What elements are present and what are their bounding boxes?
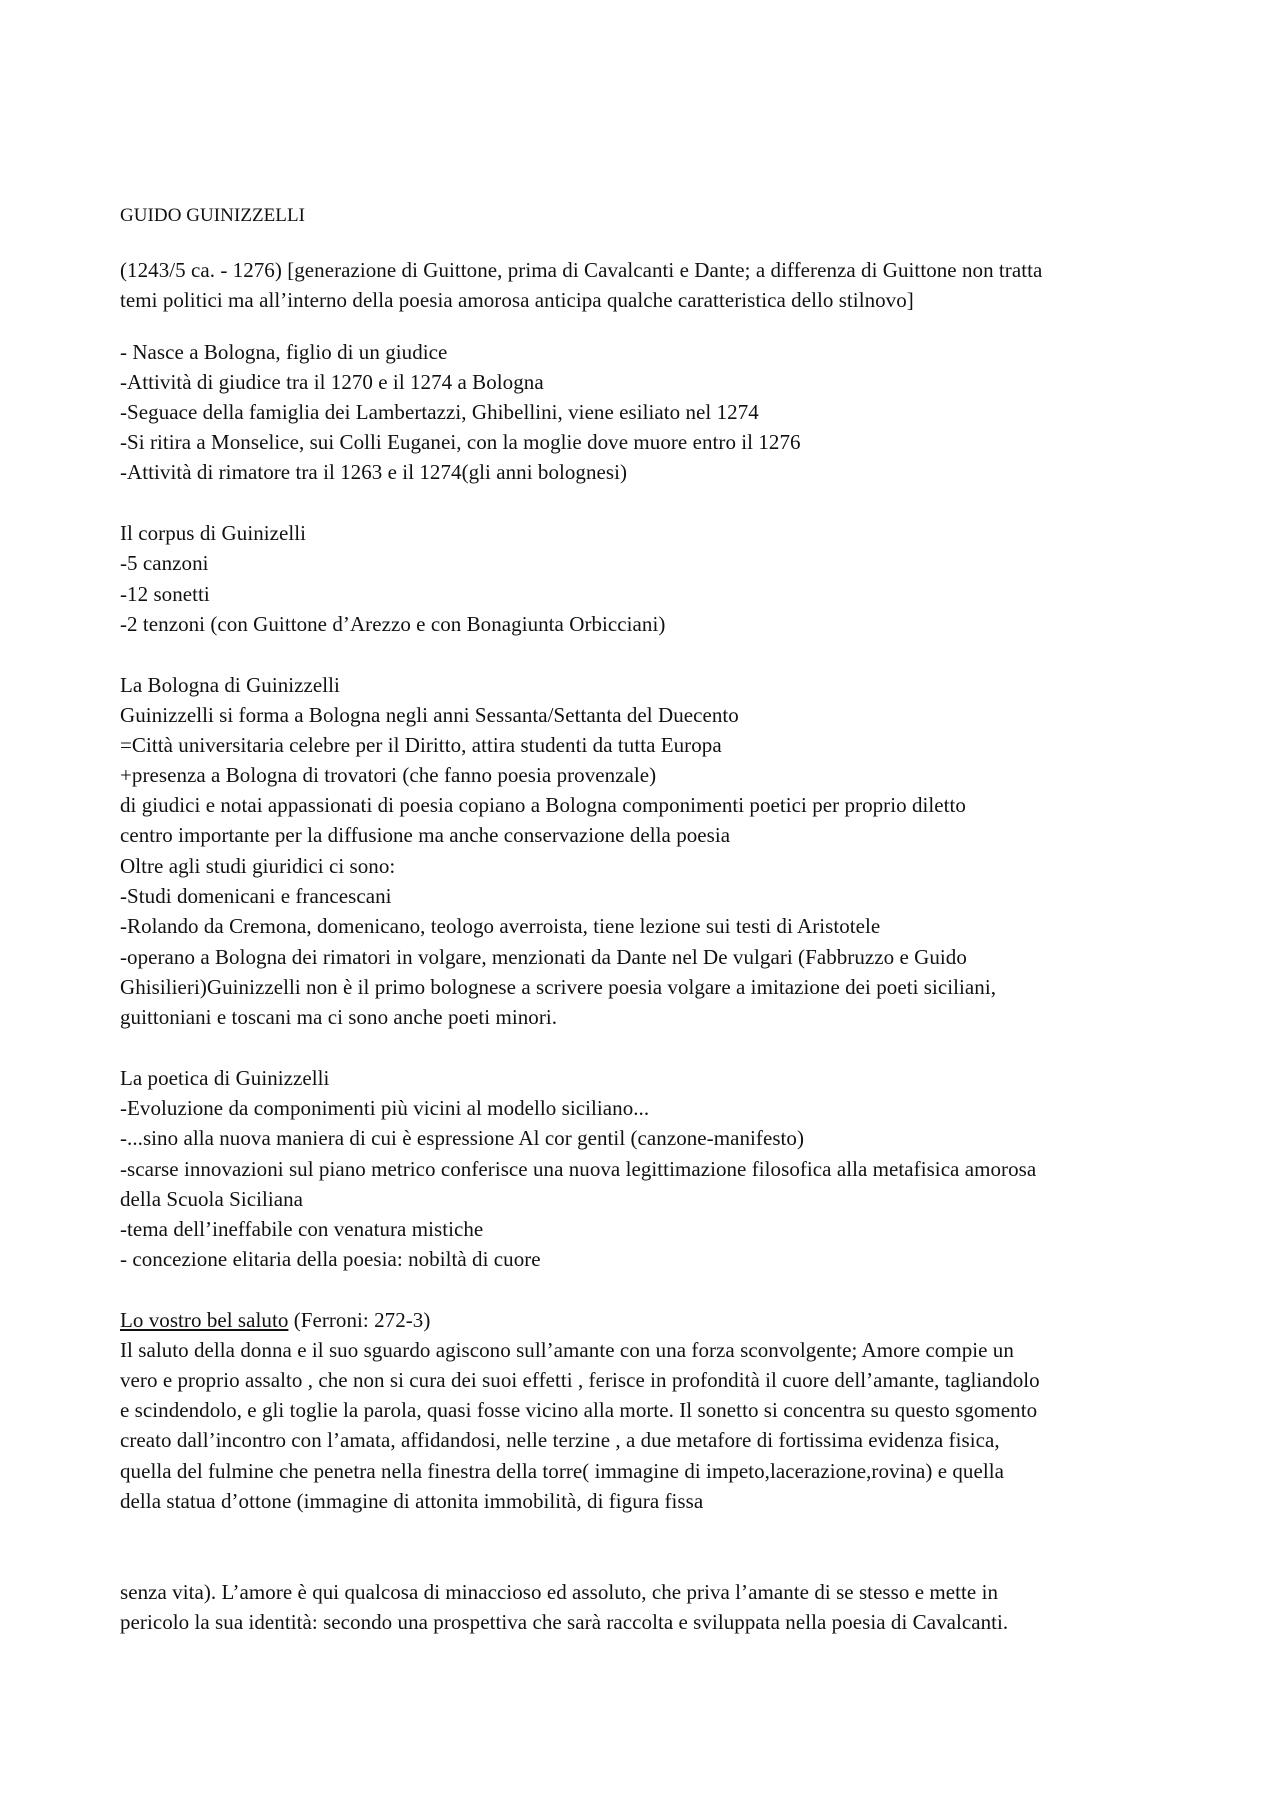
poetica-line: -Evoluzione da componimenti più vicini al modello siciliano... [120,1096,650,1120]
saluto-line: Il saluto della donna e il suo sguardo agiscono sull’amante con una forza sconvolgente; Amore compie un [120,1338,1014,1362]
poetica-line: -...sino alla nuova maniera di cui è espressione Al cor gentil (canzone-manifesto) [120,1126,805,1150]
corpus-item: -5 canzoni [120,551,209,575]
section-heading: La Bologna di Guinizzelli [120,673,340,697]
corpus-item: -12 sonetti [120,582,210,606]
poem-reference: (Ferroni: 272-3) [288,1308,431,1332]
saluto-line: creato dall’incontro con l’amata, affidandosi, nelle terzine , a due metafore di fortissima evidenza fisica, [120,1428,1000,1452]
intro-line: temi politici ma all’interno della poesia amorosa anticipa qualche caratteristica dello stilnovo] [120,288,914,312]
bio-item: -Attività di giudice tra il 1270 e il 1274 a Bologna [120,370,544,394]
saluto-line: e scindendolo, e gli toglie la parola, quasi fosse vicino alla morte. Il sonetto si concentra su questo sgomento [120,1398,1038,1422]
corpus-item: -2 tenzoni (con Guittone d’Arezzo e con Bonagiunta Orbicciani) [120,612,666,636]
bologna-line: =Città universitaria celebre per il Diritto, attira studenti da tutta Europa [120,733,722,757]
bologna-line: +presenza a Bologna di trovatori (che fanno poesia provenzale) [120,763,657,787]
section-heading: Il corpus di Guinizelli [120,521,307,545]
bio-item: -Attività di rimatore tra il 1263 e il 1274(gli anni bolognesi) [120,460,628,484]
poetica-line: - concezione elitaria della poesia: nobiltà di cuore [120,1247,541,1271]
bologna-line: Guinizzelli si forma a Bologna negli anni Sessanta/Settanta del Duecento [120,703,739,727]
bio-item: -Seguace della famiglia dei Lambertazzi, Ghibellini, viene esiliato nel 1274 [120,400,759,424]
poem-title: Lo vostro bel saluto [120,1308,289,1332]
bologna-line: -operano a Bologna dei rimatori in volgare, menzionati da Dante nel De vulgari (Fabbruzzo e Guido [120,945,967,969]
poetica-line: -tema dell’ineffabile con venatura mistiche [120,1217,484,1241]
bologna-line: di giudici e notai appassionati di poesia copiano a Bologna componimenti poetici per proprio diletto [120,793,966,817]
saluto-line: quella del fulmine che penetra nella finestra della torre( immagine di impeto,lacerazione,rovina) e quella [120,1459,1004,1483]
bologna-line: centro importante per la diffusione ma anche conservazione della poesia [120,823,731,847]
bio-item: -Si ritira a Monselice, sui Colli Euganei, con la moglie dove muore entro il 1276 [120,430,801,454]
bologna-line: guittoniani e toscani ma ci sono anche poeti minori. [120,1005,558,1029]
section-heading: La poetica di Guinizzelli [120,1066,330,1090]
saluto-line: della statua d’ottone (immagine di attonita immobilità, di figura fissa [120,1489,704,1513]
saluto-line: pericolo la sua identità: secondo una prospettiva che sarà raccolta e sviluppata nella poesia di Cavalcanti. [120,1610,1009,1634]
bologna-line: -Rolando da Cremona, domenicano, teologo averroista, tiene lezione sui testi di Aristotele [120,914,881,938]
document-title: GUIDO GUINIZZELLI [120,205,305,226]
saluto-line: senza vita). L’amore è qui qualcosa di minaccioso ed assoluto, che priva l’amante di se stesso e mette in [120,1580,999,1604]
section-heading [120,1305,430,1335]
bologna-line: -Studi domenicani e francescani [120,884,392,908]
poetica-line: -scarse innovazioni sul piano metrico conferisce una nuova legittimazione filosofica alla metafisica amorosa [120,1157,1037,1181]
bologna-line: Ghisilieri)Guinizzelli non è il primo bolognese a scrivere poesia volgare a imitazione dei poeti siciliani, [120,975,996,999]
bio-item: - Nasce a Bologna, figlio di un giudice [120,340,448,364]
intro-line: (1243/5 ca. - 1276) [generazione di Guittone, prima di Cavalcanti e Dante; a differenza di Guittone non tratta [120,258,1043,282]
bologna-line: Oltre agli studi giuridici ci sono: [120,854,396,878]
poetica-line: della Scuola Siciliana [120,1187,304,1211]
saluto-line: vero e proprio assalto , che non si cura dei suoi effetti , ferisce in profondità il cuore dell’amante, tagliandolo [120,1368,1040,1392]
document-page [120,0,1170,1811]
